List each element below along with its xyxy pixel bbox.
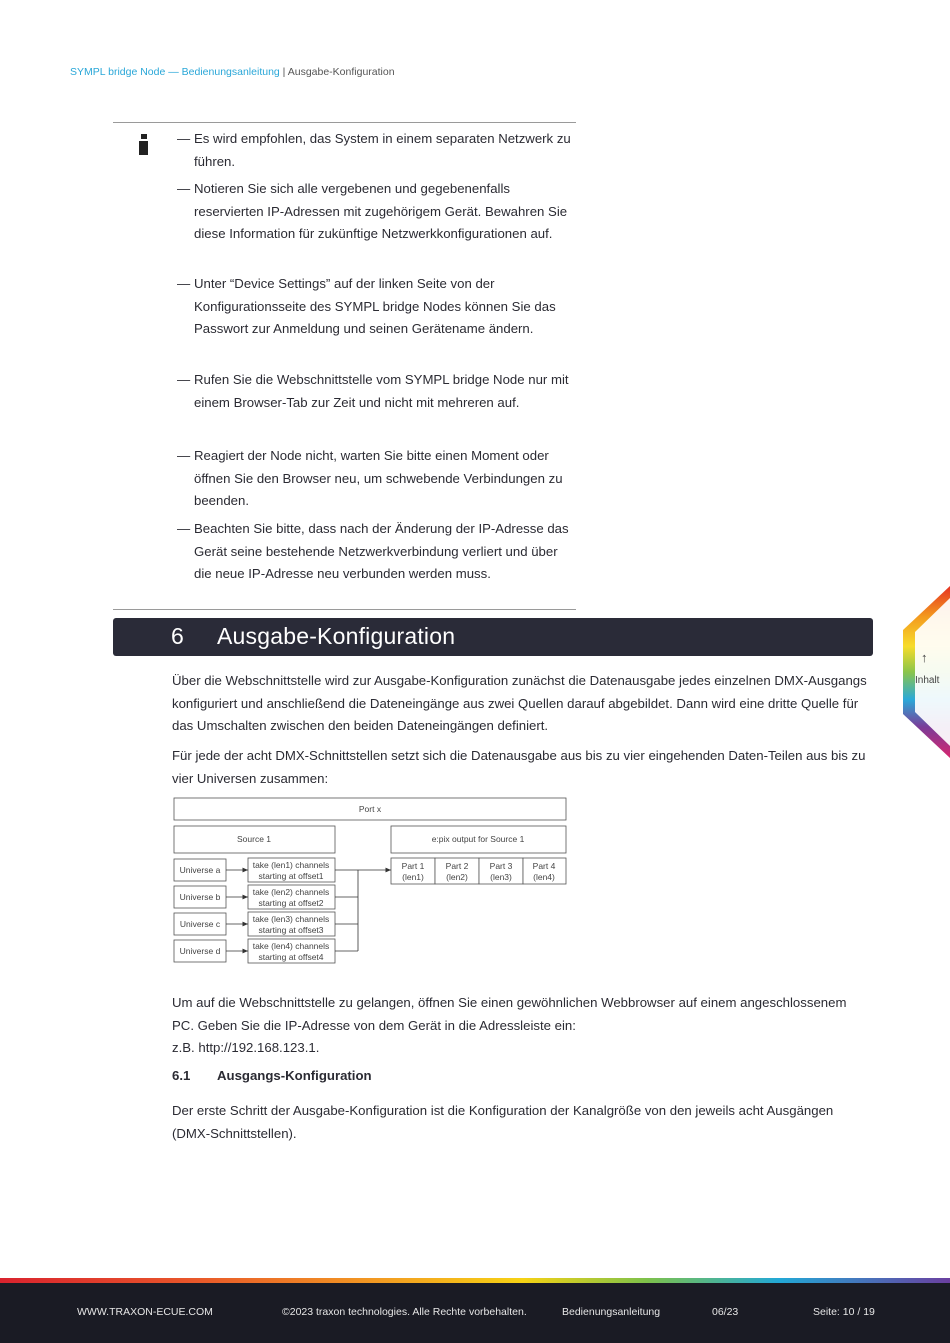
port-mapping-diagram <box>172 796 572 968</box>
part-label: Part 4 <box>532 861 556 871</box>
dash: — <box>177 276 191 291</box>
breadcrumb-section: Ausgabe-Konfiguration <box>287 66 395 78</box>
info-icon <box>139 134 148 155</box>
note-item <box>177 369 572 414</box>
universe-label: Universe c <box>179 919 221 929</box>
footer-copyright: ©2023 traxon technologies. Alle Rechte vorbehalten. <box>282 1306 527 1318</box>
page-footer <box>0 1283 950 1343</box>
note-text: Reagiert der Node nicht, warten Sie bitte einen Moment oder öffnen Sie den Browser neu, um schwebende Verbindungen zu beenden. <box>194 448 563 508</box>
example-url: z.B. http://192.168.123.1. <box>172 1040 320 1055</box>
footer-page-number: Seite: 10 / 19 <box>813 1306 875 1318</box>
take-label: take (len1) channels <box>252 860 330 870</box>
table-of-contents-tab[interactable] <box>903 586 950 758</box>
take-label: take (len4) channels <box>252 941 330 951</box>
breadcrumb <box>70 66 395 78</box>
note-item <box>177 128 572 173</box>
take-label: take (len2) channels <box>252 887 330 897</box>
footer-doc-type: Bedienungsanleitung <box>562 1306 661 1318</box>
take-label: starting at offset3 <box>258 925 324 935</box>
breadcrumb-separator: | <box>279 66 288 78</box>
subsection-title: Ausgangs-Konfiguration <box>217 1068 372 1083</box>
paragraph: Für jede der acht DMX-Schnittstellen setzt sich die Datenausgabe aus bis zu vier eingehenden Daten-Teilen aus bis zu vier Universen zusammen: <box>172 748 866 786</box>
port-label: Port x <box>358 804 382 814</box>
paragraph-text: Um auf die Webschnittstelle zu gelangen, öffnen Sie einen gewöhnlichen Webbrowser auf einem angeschlossenem PC. Geben Sie die IP-Adresse von dem Gerät in die Adressleiste ein: <box>172 995 847 1033</box>
take-label: starting at offset4 <box>258 952 324 962</box>
note-item <box>177 178 572 246</box>
take-label: starting at offset2 <box>258 898 324 908</box>
paragraph: Der erste Schritt der Ausgabe-Konfiguration ist die Konfiguration der Kanalgröße von den jeweils acht Ausgängen (DMX-Schnittstellen). <box>172 1103 834 1141</box>
dash: — <box>177 372 191 387</box>
note-item <box>177 445 572 513</box>
section-number: 6 <box>171 623 184 649</box>
source-label: Source 1 <box>236 834 272 844</box>
part-label: (len2) <box>446 872 468 882</box>
part-label: (len1) <box>402 872 424 882</box>
take-label: starting at offset1 <box>258 871 324 881</box>
footer-website[interactable]: WWW.TRAXON-ECUE.COM <box>77 1306 213 1318</box>
part-label: (len3) <box>490 872 512 882</box>
footer-date: 06/23 <box>712 1306 739 1318</box>
part-label: Part 2 <box>445 861 469 871</box>
arrow-up-icon: ↑ <box>921 650 928 665</box>
note-text: Es wird empfohlen, das System in einem separaten Netzwerk zu führen. <box>194 131 571 169</box>
dash: — <box>177 521 191 536</box>
take-label: take (len3) channels <box>252 914 330 924</box>
universe-label: Universe d <box>179 946 221 956</box>
note-text: Rufen Sie die Webschnittstelle vom SYMPL bridge Node nur mit einem Browser-Tab zur Zeit und nicht mit mehreren auf. <box>194 372 569 410</box>
part-label: Part 1 <box>401 861 425 871</box>
epix-label: e:pix output for Source 1 <box>431 834 525 844</box>
dash: — <box>177 448 191 463</box>
paragraph <box>172 992 872 1060</box>
info-note-box <box>113 122 576 610</box>
dash: — <box>177 181 191 196</box>
universe-label: Universe b <box>179 892 221 902</box>
note-item <box>177 518 572 586</box>
subsection-number: 6.1 <box>172 1068 191 1083</box>
note-text: Notieren Sie sich alle vergebenen und gegebenenfalls reservierten IP-Adressen mit zugehörigem Gerät. Bewahren Sie diese Information für zukünftige Netzwerkkonfigurationen auf. <box>194 181 568 241</box>
universe-label: Universe a <box>179 865 221 875</box>
note-text: Unter “Device Settings” auf der linken Seite von der Konfigurationsseite des SYMPL bridge Nodes können Sie das Passwort zur Anmeldung und seinen Gerätename ändern. <box>194 276 556 336</box>
side-nav-label: Inhalt <box>915 675 940 686</box>
section-title: Ausgabe-Konfiguration <box>217 623 456 649</box>
paragraph: Über die Webschnittstelle wird zur Ausgabe-Konfiguration zunächst die Datenausgabe jedes einzelnen DMX-Ausgangs konfiguriert und anschließend die Dateneingänge aus zwei Quellen darauf abgebildet. Dann wird eine dritte Quelle für das Umschalten zwischen den beiden Dateneingängen definiert. <box>172 673 867 733</box>
part-label: Part 3 <box>489 861 513 871</box>
breadcrumb-document[interactable]: SYMPL bridge Node — Bedienungsanleitung <box>70 66 280 78</box>
section-banner <box>113 618 873 656</box>
subsection-heading <box>172 1068 372 1083</box>
note-item <box>177 273 572 341</box>
side-nav-background <box>903 586 950 758</box>
part-label: (len4) <box>533 872 555 882</box>
note-text: Beachten Sie bitte, dass nach der Änderung der IP-Adresse das Gerät seine bestehende Netzwerkverbindung verliert und über die neue IP-Adresse neu verbunden werden muss. <box>194 521 569 581</box>
dash: — <box>177 131 191 146</box>
